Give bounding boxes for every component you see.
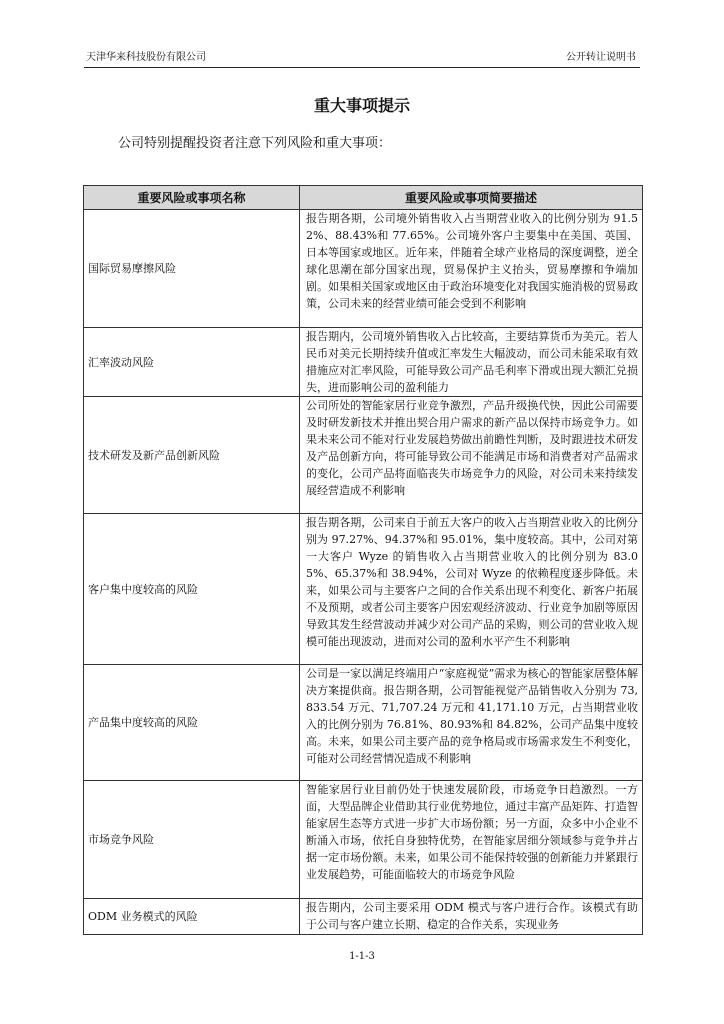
table-row <box>84 781 643 899</box>
risk-name: 客户集中度较高的风险 <box>84 514 300 665</box>
header-doc-type: 公开转让说明书 <box>566 52 636 63</box>
risk-name: ODM 业务模式的风险 <box>84 899 300 935</box>
risk-description: 报告期各期，公司来自于前五大客户的收入占当期营业收入的比例分别为 97.27%、94.37%和 95.01%，集中度较高。其中，公司对第一大客户 Wyze 的销售收入占当期营业收入的比例分别为 83.05%、65.37%和 38.94%，公司对 Wyze 的依赖程度逐步降低。未来，如果公司与主要客户之间的合作关系出现不利变化、新客户拓展不及预期，或者公司主要客户因宏观经济波动、行业竞争加剧等原因导致其发生经营波动并减少对公司产品的采购，则公司的营业收入规模可能出现波动，进而对公司的盈利水平产生不利影响 <box>300 514 643 665</box>
risk-description: 报告期内，公司主要采用 ODM 模式与客户进行合作。该模式有助于公司与客户建立长期、稳定的合作关系，实现业务 <box>300 899 643 935</box>
risk-description: 公司是一家以满足终端用户“家庭视觉”需求为核心的智能家居整体解决方案提供商。报告期各期，公司智能视觉产品销售收入分别为 73,833.54 万元、71,707.24 万元和 41,171.10 万元，占当期营业收入的比例分别为 76.81%、80.93%和 84.82%，公司产品集中度较高。未来，如果公司主要产品的竞争格局或市场需求发生不利变化，可能对公司经营情况造成不利影响 <box>300 665 643 781</box>
risk-table <box>83 185 643 935</box>
risk-description: 智能家居行业目前仍处于快速发展阶段，市场竞争日趋激烈。一方面，大型品牌企业借助其行业优势地位，通过丰富产品矩阵、打造智能家居生态等方式进一步扩大市场份额；另一方面，众多中小企业不断涌入市场，依托自身独特优势，在智能家居细分领域参与竞争并占据一定市场份额。未来，如果公司不能保持较强的创新能力并紧跟行业发展趋势，可能面临较大的市场竞争风险 <box>300 781 643 899</box>
column-header-name: 重要风险或事项名称 <box>84 186 300 210</box>
table-row <box>84 514 643 665</box>
risk-name: 国际贸易摩擦风险 <box>84 210 300 328</box>
header-company: 天津华来科技股份有限公司 <box>86 52 206 63</box>
table-header-row <box>84 186 643 210</box>
table-row <box>84 328 643 397</box>
column-header-desc: 重要风险或事项简要描述 <box>300 186 643 210</box>
table-row <box>84 210 643 328</box>
risk-description: 报告期内，公司境外销售收入占比较高，主要结算货币为美元。若人民币对美元长期持续升值或汇率发生大幅波动，而公司未能采取有效措施应对汇率风险，可能导致公司产品毛利率下滑或出现大额汇兑损失，进而影响公司的盈利能力 <box>300 328 643 397</box>
table-row <box>84 665 643 781</box>
risk-description: 公司所处的智能家居行业竞争激烈，产品升级换代快，因此公司需要及时研发新技术并推出契合用户需求的新产品以保持市场竞争力。如果未来公司不能对行业发展趋势做出前瞻性判断，及时跟进技术研发及产品创新方向，将可能导致公司不能满足市场和消费者对产品需求的变化，公司产品将面临丧失市场竞争力的风险，对公司未来持续发展经营造成不利影响 <box>300 397 643 514</box>
page-number: 1-1-3 <box>349 951 375 962</box>
risk-name: 技术研发及新产品创新风险 <box>84 397 300 514</box>
page-header <box>84 49 640 68</box>
risk-name: 市场竞争风险 <box>84 781 300 899</box>
intro-text: 公司特别提醒投资者注意下列风险和重大事项： <box>118 136 392 151</box>
table-row <box>84 397 643 514</box>
risk-name: 产品集中度较高的风险 <box>84 665 300 781</box>
risk-description: 报告期各期，公司境外销售收入占当期营业收入的比例分别为 91.52%、88.43%和 77.65%。公司境外客户主要集中在美国、英国、日本等国家或地区。近年来，伴随着全球产业格局的深度调整，逆全球化思潮在部分国家出现，贸易保护主义抬头，贸易摩擦和争端加剧。如果相关国家或地区由于政治环境变化对我国实施消极的贸易政策，公司未来的经营业绩可能会受到不利影响 <box>300 210 643 328</box>
page-title: 重大事项提示 <box>313 96 410 115</box>
table-row <box>84 899 643 935</box>
risk-name: 汇率波动风险 <box>84 328 300 397</box>
